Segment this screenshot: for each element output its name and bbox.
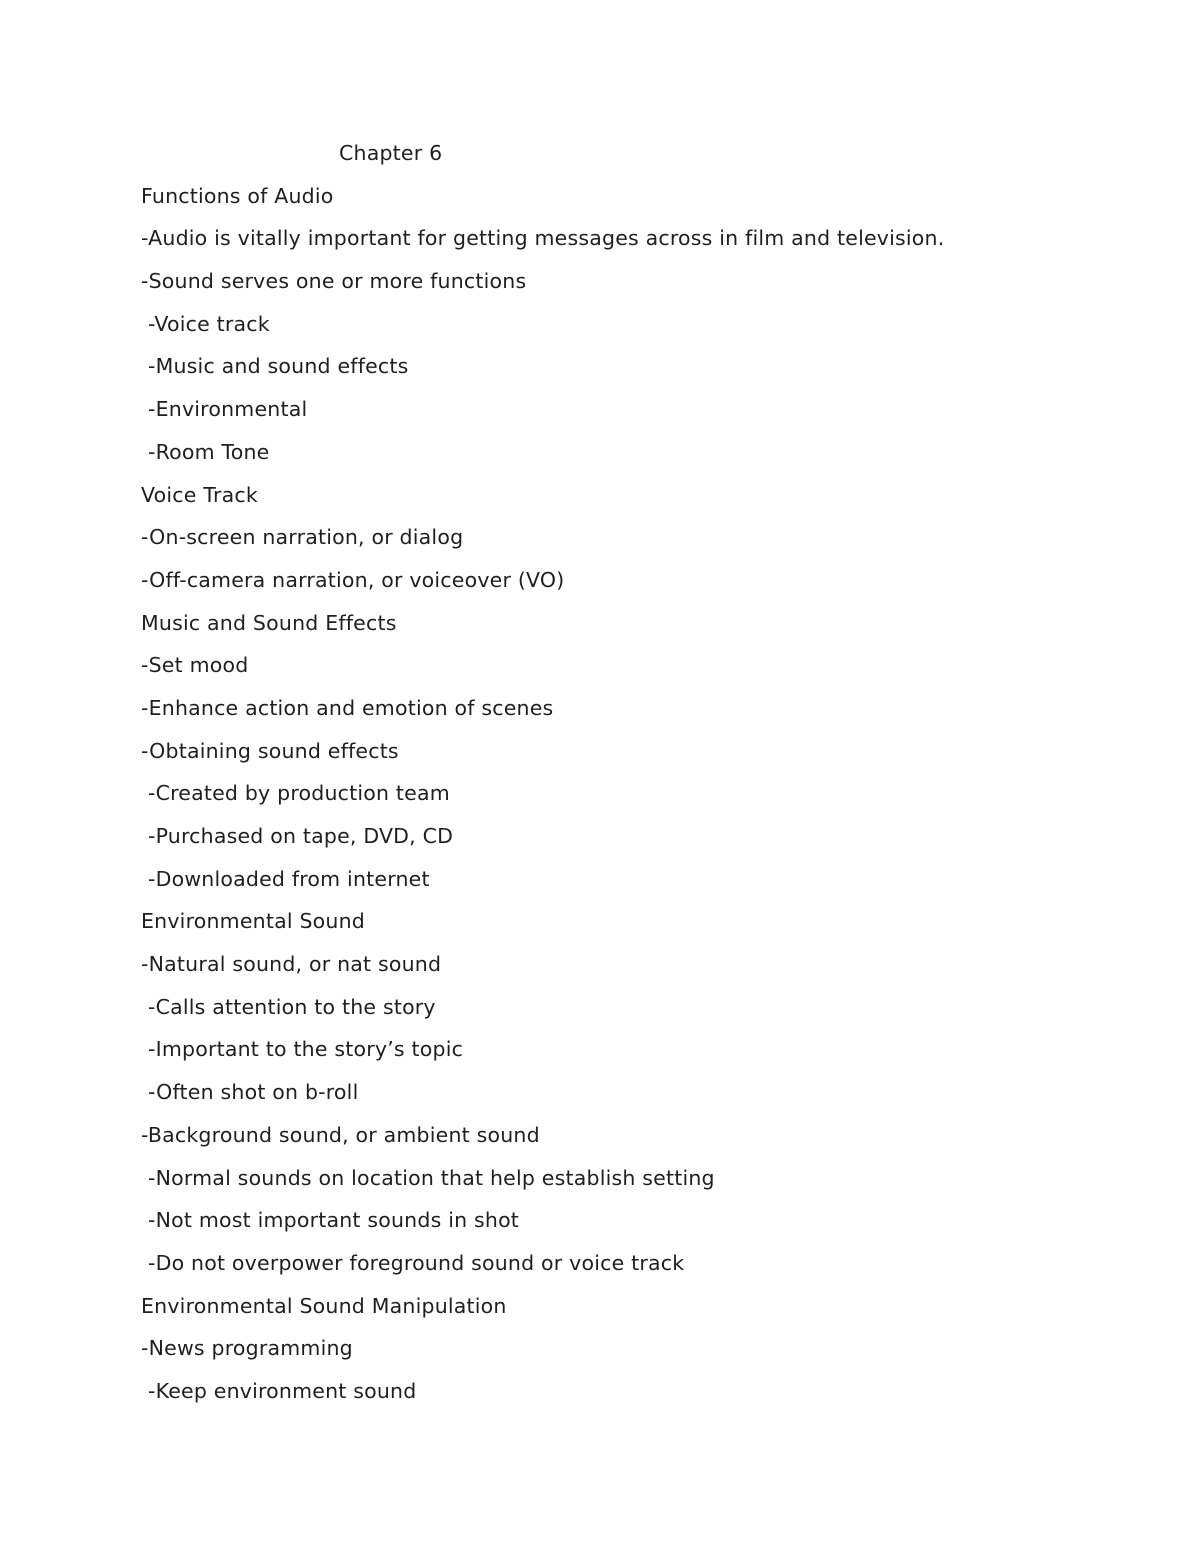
sub-text-line: -Important to the story’s topic [148,1037,464,1062]
text-line: -Off-camera narration, or voiceover (VO) [141,567,565,592]
text-line: -Obtaining sound effects [141,738,399,763]
text-line: Environmental Sound [141,909,366,934]
sub-text-line: -Music and sound effects [148,354,409,379]
document-lines [141,175,1101,1413]
text-line: -Natural sound, or nat sound [141,952,442,977]
sub-text-line: -Downloaded from internet [148,866,430,891]
sub-text-line: -Purchased on tape, DVD, CD [148,824,454,848]
text-line: Functions of Audio [141,183,334,208]
text-line: -Audio is vitally important for getting messages across in film and television. [141,226,945,251]
text-line: Environmental Sound Manipulation [141,1293,507,1318]
sub-text-line: -Do not overpower foreground sound or voice track [148,1250,685,1275]
text-line: -Background sound, or ambient sound [141,1122,540,1147]
sub-text-line: -Not most important sounds in shot [148,1208,520,1233]
sub-text-line: -Calls attention to the story [148,994,436,1019]
sub-text-line: -Room Tone [148,439,270,464]
page-title: Chapter 6 [339,141,443,165]
sub-text-line: -Keep environment sound [148,1378,417,1403]
text-line: -News programming [141,1336,353,1361]
sub-text-line: -Environmental [148,397,308,422]
text-line: -Enhance action and emotion of scenes [141,695,554,720]
text-line: -On-screen narration, or dialog [141,525,464,550]
document-body [141,132,1101,1413]
sub-text-line: -Voice track [148,311,270,336]
text-line: Music and Sound Effects [141,610,397,635]
sub-text-line: -Normal sounds on location that help establish setting [148,1165,715,1190]
text-line: -Set mood [141,653,249,678]
sub-text-line: -Created by production team [148,781,450,806]
sub-text-line: -Often shot on b-roll [148,1080,359,1105]
text-line: -Sound serves one or more functions [141,269,527,294]
text-line: Voice Track [141,482,258,507]
